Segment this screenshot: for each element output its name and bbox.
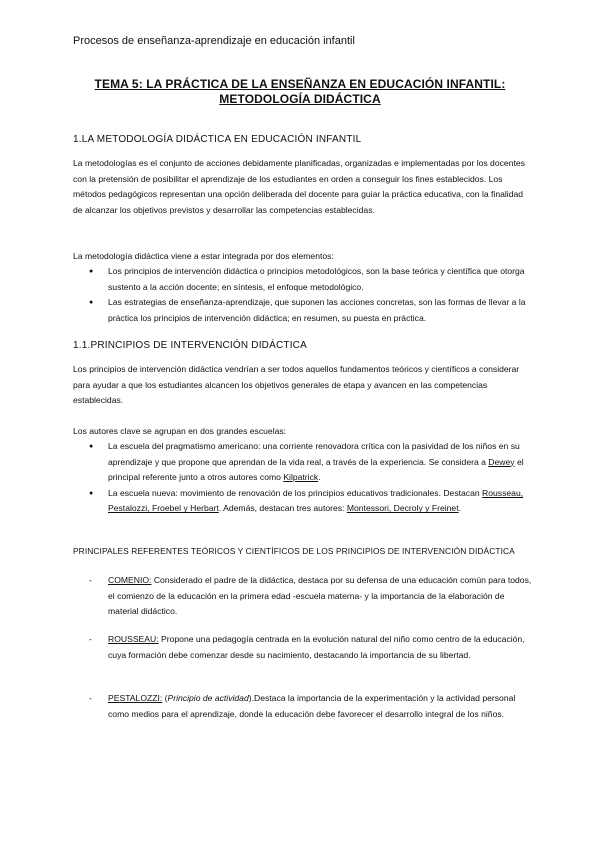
list-item: ● Las estrategias de enseñanza-aprendizaje, que suponen las acciones concretas, son las formas de llevar a la práctica los principios de intervención didáctica; en resumen, su puesta en práctica.: [73, 295, 533, 326]
author-link-kilpatrick: Kilpatrick: [283, 472, 319, 483]
list-item: ● Los principios de intervención didáctica o principios metodológicos, son la base teórica y científica que otorga sustento a la acción docente; en síntesis, el enfoque metodológico.: [73, 264, 533, 295]
paragraph: Los autores clave se agrupan en dos grandes escuelas:: [73, 426, 287, 436]
authors-highlighted: Montessori, Decroly y Freinet: [346, 503, 459, 514]
author-link-dewey: Dewey: [488, 456, 515, 467]
paragraph: La metodologías es el conjunto de acciones debidamente planificadas, organizadas e implementadas por los docentes con la pretensión de posibilitar el aprendizaje de los estudiantes en orden a conseguir los fines establecidos. Los métodos pedagógicos representan una opción deliberada del docente para guiar la práctica educativa, con la finalidad de alcanzar los objetivos previstos y desarrollar las competencias establecidas.: [73, 158, 525, 215]
list-item: ● La escuela nueva: movimiento de renovación de los principios educativos tradicionales. Destacan Rousseau, Pestalozzi, Froebel y Herbart. Además, destacan tres autores: Montessori, Decroly y Freinet.: [73, 486, 533, 517]
referent-item-comenio: - COMENIO: Considerado el padre de la didáctica, destaca por su defensa de una educación común para todos, el comienzo de la educación en la primera edad -escuela materna- y la importancia de la elaboración de material didáctico.: [89, 575, 532, 617]
authors-escuela-nueva: Rousseau, Pestalozzi, Froebel y Herbart: [108, 487, 524, 514]
bullet-list: [73, 439, 533, 517]
referent-name: ROUSSEAU:: [108, 634, 159, 644]
list-item: ● La escuela del pragmatismo americano: una corriente renovadora crítica con la pasividad de los niños en su aprendizaje y que propone que aprendan de la vida real, a través de la experiencia. Se considera a Dewey el principal referente junto a otros autores como Kilpatrick.: [73, 439, 533, 486]
referent-item-rousseau: - ROUSSEAU: Propone una pedagogía centrada en la evolución natural del niño como centro de la educación, cuya formación debe comenzar desde su nacimiento, destacando la importancia de su libertad.: [89, 634, 525, 660]
principle-label: Principio de actividad: [167, 693, 249, 703]
page-header: Procesos de enseñanza-aprendizaje en educación infantil: [73, 35, 355, 47]
bullet-list: [73, 264, 533, 326]
section-heading-1: 1.LA METODOLOGÍA DIDÁCTICA EN EDUCACIÓN INFANTIL: [73, 134, 362, 145]
referents-heading: PRINCIPALES REFERENTES TEÓRICOS Y CIENTÍFICOS DE LOS PRINCIPIOS DE INTERVENCIÓN DIDÁCTICA: [73, 546, 515, 556]
paragraph: Los principios de intervención didáctica vendrían a ser todos aquellos fundamentos teóricos y científicos a considerar para ayudar a que los estudiantes alcancen los objetivos generales de etapa y avancen en las competencias establecidas.: [73, 364, 520, 406]
section-heading-1-1: 1.1.PRINCIPIOS DE INTERVENCIÓN DIDÁCTICA: [73, 340, 307, 351]
page-title: TEMA 5: LA PRÁCTICA DE LA ENSEÑANZA EN EDUCACIÓN INFANTIL:: [94, 77, 506, 91]
page-subtitle: METODOLOGÍA DIDÁCTICA: [219, 92, 381, 106]
paragraph: La metodología didáctica viene a estar integrada por dos elementos:: [73, 251, 334, 261]
referent-name: PESTALOZZI:: [108, 693, 163, 703]
referent-name: COMENIO:: [108, 575, 152, 585]
referent-item-pestalozzi: - PESTALOZZI: (Principio de actividad).Destaca la importancia de la experimentación y la actividad personal como medios para el aprendizaje, donde la educación debe favorecer el desarrollo integral de los niños.: [89, 693, 516, 719]
